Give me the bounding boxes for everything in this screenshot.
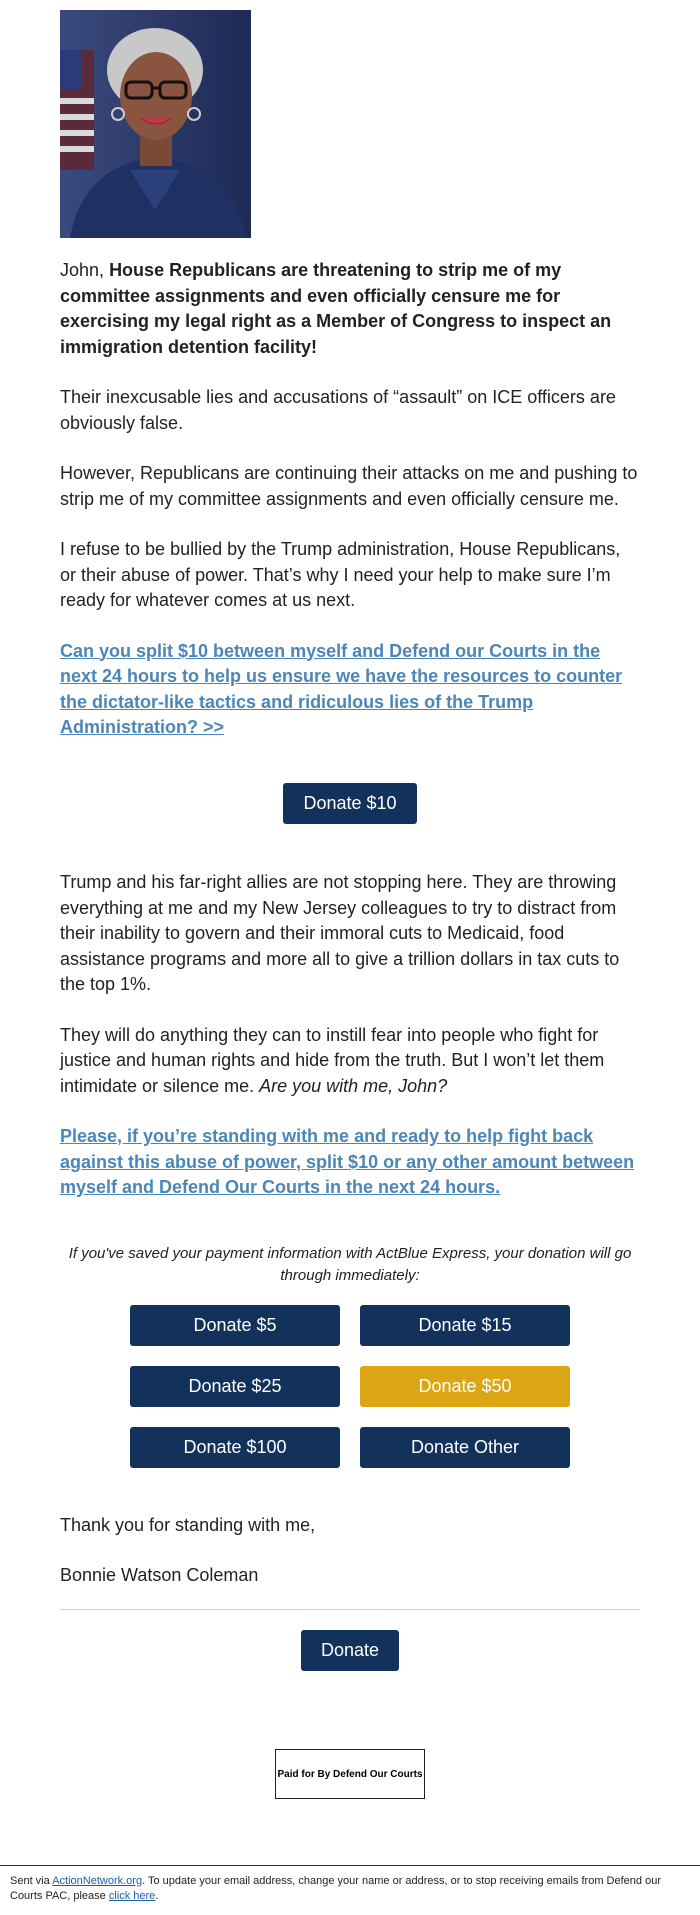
paragraph-1: Their inexcusable lies and accusations of “assault” on ICE officers are obviously false. (60, 387, 616, 433)
donate-10-button[interactable]: Donate $10 (283, 783, 417, 824)
paragraph-5-question: Are you with me, John? (259, 1075, 448, 1096)
flag-icon (60, 50, 94, 170)
divider (60, 1609, 640, 1610)
cta-link-2[interactable]: Please, if you’re standing with me and ready to help fight back against this abuse of power, split $10 or any other amount between myself and Defend Our Courts in the next 24 hours. (60, 1126, 635, 1197)
intro-paragraph (60, 258, 640, 360)
paragraph-4: Trump and his far-right allies are not stopping here. They are throwing everything at me and my New Jersey colleagues to try to distract from their inability to govern and their immoral cuts to Medicaid, food assistance programs and more all to give a trillion dollars in tax cuts to the top 1%. (60, 872, 620, 994)
paragraph-5 (60, 1023, 640, 1100)
donate-100-button[interactable]: Donate $100 (130, 1427, 340, 1468)
donate-15-button[interactable]: Donate $15 (360, 1305, 570, 1346)
donate-25-button[interactable]: Donate $25 (130, 1366, 340, 1407)
footer-prefix: Sent via (10, 1875, 53, 1887)
actblue-note: If you've saved your payment information with ActBlue Express, your donation will go through immediately: (68, 1245, 632, 1284)
email-body-2 (60, 870, 640, 1201)
thanks-text: Thank you for standing with me, (60, 1515, 316, 1535)
donate-other-button[interactable]: Donate Other (360, 1427, 570, 1468)
signature-name: Bonnie Watson Coleman (60, 1565, 259, 1585)
footer-middle: . To update your email address, change your name or address, or to stop receiving emails from Defend our Courts PAC, please (10, 1875, 661, 1902)
paragraph-2: However, Republicans are continuing their attacks on me and pushing to strip me of my committee assignments and even officially censure me. (60, 463, 638, 509)
paragraph-3: I refuse to be bullied by the Trump administration, House Republicans, or their abuse of power. That’s why I need your help to make sure I’m ready for whatever comes at us next. (60, 539, 621, 610)
candidate-portrait (60, 10, 251, 238)
donate-50-button[interactable]: Donate $50 (360, 1366, 570, 1407)
portrait-illustration (60, 10, 251, 238)
footer-divider (0, 1865, 700, 1866)
donate-5-button[interactable]: Donate $5 (130, 1305, 340, 1346)
unsubscribe-link[interactable]: click here (108, 1890, 156, 1902)
paid-for-disclaimer: Paid for By Defend Our Courts (275, 1749, 425, 1799)
actionnetwork-link[interactable]: ActionNetwork.org (52, 1875, 143, 1887)
greeting: John, (60, 260, 105, 280)
paragraph-5-text: They will do anything they can to instill fear into people who fight for justice and human rights and hide from the truth. But I won’t let them intimidate or silence me. (60, 1024, 605, 1096)
email-body (60, 258, 640, 741)
footer-suffix: . (155, 1890, 159, 1902)
donate-button[interactable]: Donate (301, 1630, 399, 1671)
footer (10, 1874, 680, 1904)
headline: House Republicans are threatening to strip me of my committee assignments and even officially censure me for exercising my legal right as a Member of Congress to inspect an immigration detention facility! (60, 260, 612, 357)
cta-link-1[interactable]: Can you split $10 between myself and Defend our Courts in the next 24 hours to help us ensure we have the resources to counter the dictator-like tactics and ridiculous lies of the Trump Administration? >> (60, 640, 623, 737)
